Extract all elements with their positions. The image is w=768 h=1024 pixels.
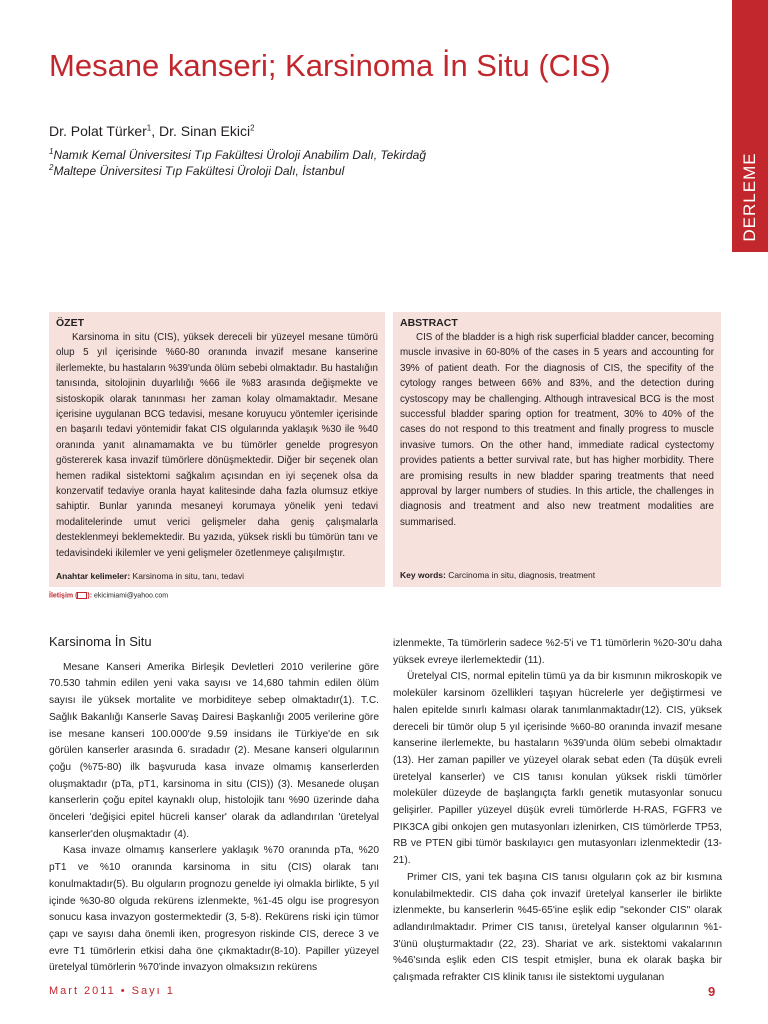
contact-label: İletişim ( [49,592,78,600]
abstract-keywords-text: Carcinoma in situ, diagnosis, treatment [445,570,596,580]
author-line [49,123,255,139]
affiliation-1-marker: 1 [49,147,54,156]
envelope-icon [77,592,87,599]
left-column [49,634,379,977]
article-title: Mesane kanseri; Karsinoma İn Situ (CIS) [49,48,611,83]
affiliation-1-text: Namık Kemal Üniversitesi Tıp Fakültesi Üroloji Anabilim Dalı, Tekirdağ [53,148,427,162]
abstract-keywords-label: Key words: [400,570,446,580]
affiliation-2 [49,164,344,178]
affiliation-1 [49,148,426,162]
section-heading: Karsinoma İn Situ [49,634,152,649]
author-2-affiliation-marker: 2 [250,123,255,133]
author-separator: , [151,123,160,139]
journal-issue: Mart 2011 • Sayı 1 [49,985,175,997]
author-1-affiliation-marker: 1 [146,123,152,133]
affiliation-2-marker: 2 [49,163,54,172]
ozet-box [49,312,385,587]
body-paragraph: Primer CIS, yani tek başına CIS tanısı olguların çok az bir kısmına konulabilmektedir. CIS daha çok invazif üretelyal kanserler ile birlikte izlenmekte, bu kanserlerin %45-65'ine eşlik edip "sekonder CIS" olarak adlandırılmaktadır. Primer CIS tanısı, üretelyal kanser olgularının %1-3'ünü oluşturmaktadır (22, 23). Shariat ve ark. sistektomi vakalarının %46'sında eşlik eden CIS tespit etmişler, buna ek olarak başka bir çalışmada refrakter CIS klinik tanısı ile sistektomi uygulanan [393,871,722,984]
affiliation-2-text: Maltepe Üniversitesi Tıp Fakültesi Üroloji Dalı, İstanbul [53,164,345,178]
section-tab [732,0,768,252]
ozet-keywords-label: Anahtar kelimeler: [56,571,131,581]
ozet-keywords [56,571,244,581]
contact-email-link[interactable]: ekicimiami@yahoo.com [92,592,169,600]
section-tab-label: DERLEME [740,152,759,242]
body-paragraph: Mesane Kanseri Amerika Birleşik Devletleri 2010 verilerine göre 70.530 tahmin edilen yeni vaka sayısı ve 14,680 tahmin edilen ölüm sayısı ile yüksek mortalite ve morbiditeye sebep olmaktadır(1). T.C. Sağlık Bakanlığı Kanserle Savaş Dairesi Başkanlığı 2005 verilerine göre ise mesane kanseri 100.000'de 9.59 insidans ile Türkiye'de en sık görülen kanserler arasında 6. sıradadır (2). Mesane kanseri olgularının çoğu (%75-80) ilk başvuruda kasa invaze olmamış kanserlerden oluşmaktadır (pTa, pT1, karsinoma in situ (CIS)) (3). Mesanede oluşan kanserlerin çoğu epitel kaynaklı olup, histolojik tanı %90 üzerinde daha önceleri 'değişici epitel hücreli kanser' olarak da adlandırılan 'üretelyal kanserler'den oluşmaktadır (4). [49,661,379,840]
page-number: 9 [708,984,716,999]
author-1: Dr. Polat Türker [49,123,147,139]
right-column [393,636,722,987]
abstract-box [393,312,721,587]
body-paragraph: izlenmekte, Ta tümörlerin sadece %2-5'i ve T1 tümörlerin %20-30'u daha yüksek evreye ilerlemektedir (11). [393,638,722,666]
body-paragraph: Kasa invaze olmamış kanserlere yaklaşık %70 oranında pTa, %20 pT1 ve %10 oranında karsinoma in situ (CIS) olarak tanı konulmaktadır(5). Bu olguların prognozu genelde iyi olmakla birlikte, 5 yıl içinde %30-80 olguda rekürens izlenmekte, %1-45 olgu ise progresyon sonucu kasa invazyon gostermektedir (3, 5-8). Rekürens riski için tümor çapı ve sayısı daha önemli iken, progresyon riskinde CIS, derece 3 ve evre T1 tümörlerin etkisi daha öne çıkmaktadır(8-10). Papiller yüzeyel üretelyal tümörlerin %70'inde invazyon olmaksızın rekürens [49,845,379,974]
abstract-body: CIS of the bladder is a high risk superficial bladder cancer, becoming muscle invasive in 60-80% of the cases in 5 years and accounting for 39% of patient death. For the diagnosis of CIS, the specifity of the cytology ranges between 66% and 83%, and the detection during cystoscopy may be challenging. Although intravesical BCG is the most successful bladder sparing option for treatment, 30% to 40% of the cases do not respond to this treatment and finally progress to muscle invasive tumors. On the other hand, immediate radical cystectomy provides patients a better survival rate, but has higher morbidity. There are promising results in new bladder sparing treatments that need approval by larger numbers of studies. In this article, the challenges in diagnosis and treatment and also new treatment modalities are summarised. [400,332,714,528]
body-paragraph: Üretelyal CIS, normal epitelin tümü ya da bir kısmının mikroskopik ve moleküler karsinom özellikleri taşıyan hücrelerle yer değiştirmesi ve halen epitelde sınırlı kalması olarak tanımlanmaktadır(12). CIS, yüksek dereceli bir tümör olup 5 yıl içerisinde %60-80 oranında invazif mesane kanserine ilerlemekte, bu hastaların %39'unda ölüm sebebi olmaktadır (13). Her zaman papiller ve yüzeyel olarak sebat eden (Ta düşük evreli üretelyal kanserler) ve CIS tanısı konulan yüksek riskli tümörler moleküler düzeyde de başlangıçta farklı genetik mutasyonlar sonucu gelişirler. Papiller yüzeyel düşük evreli tümörlerde H-RAS, FGFR3 ve PIK3CA gibi onkojen gen mutasyonları izlenirken, CIS tümörlerde TP53, RB ve PTEN gibi tümör baskılayıcı gen mutasyonları izlenmektedir (13-21). [393,671,722,867]
abstract-keywords [400,570,595,580]
contact-label-end: ): [87,592,93,600]
ozet-heading: ÖZET [56,317,84,329]
contact-line [49,592,168,599]
author-2: Dr. Sinan Ekici [159,123,251,139]
ozet-keywords-text: Karsinoma in situ, tanı, tedavi [130,571,245,581]
ozet-body: Karsinoma in situ (CIS), yüksek dereceli bir yüzeyel mesane tümörü olup 5 yıl içerisinde %60-80 oranında invazif mesane kanserine ilerlemekte, bu hastaların %39'unda ölüm sebebi olmaktadır. Bu hastalığın tanısında, sitolojinin duyarlılığı %66 ile %83 arasında değişmekte ve sistoskopik olarak tanınması her zaman kolay olmamaktadır. Mesane içerisine uygulanan BCG tedavisi, mesane koruyucu yöntemler içerisinde en başarılı tedavi yöntemidir fakat CIS olgularında yaklaşık %30 ile %40 oranında yanıt alınamamakta ve bu tümörler genelde progresyon göstererek kasa invazif tümörlere dönüşmektedir. Diğer bir seçenek olan hemen radikal sistektomi sağkalım açısından en iyi seçenek olsa da konzervatif tedaviye oranla hayat kalitesinde daha fazla olumsuz etkiye sahiptir. Bunlar yanında mesaneyi korumaya yönelik yeni tedavi modalitelerinde umut verici gelişmeler daha geniş çalışmalarla desteklenmeyi beklemektedir. Bu yazıda, yüksek riskli bu tümörün tanı ve tedavisindeki ikilemler ve yeni gelişmeler özetlenmeye çalışılmıştır. [56,332,378,559]
abstract-heading: ABSTRACT [400,317,458,329]
